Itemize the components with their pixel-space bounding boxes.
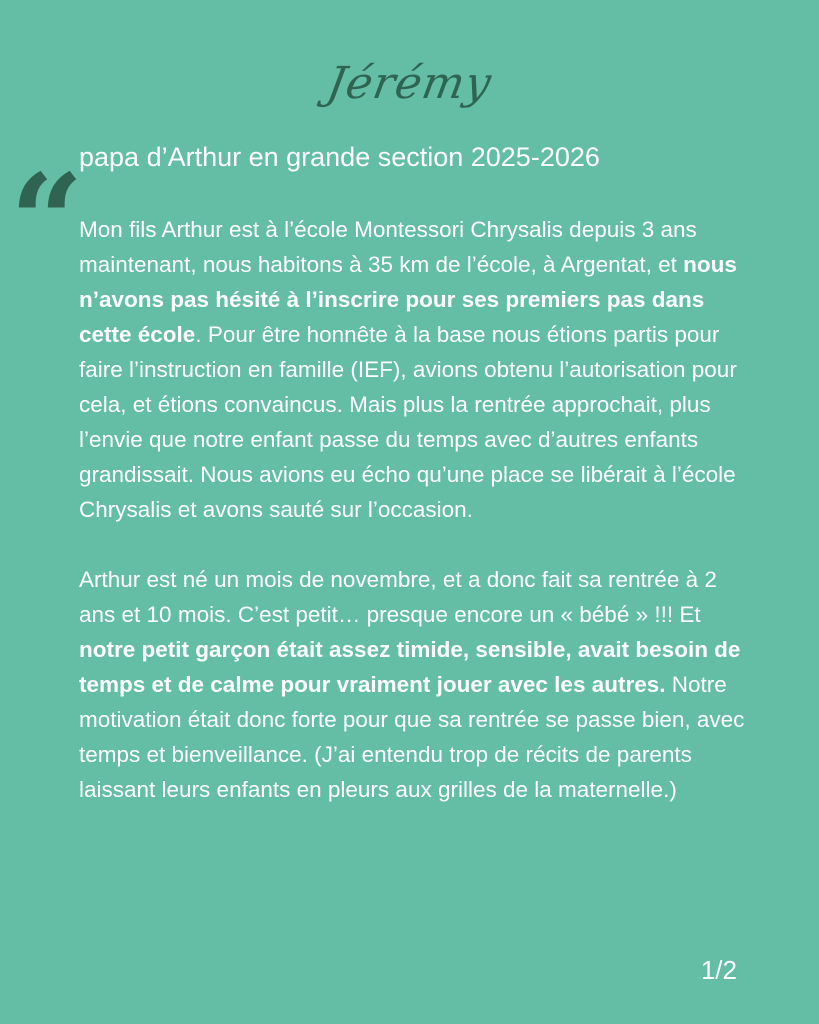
paragraph-1-text-2: . Pour être honnête à la base nous étions partis pour faire l’instruction en famille (IEF), avions obtenu l’autorisation pour cela, et étions convaincus. Mais plus la rentrée approchait, plus l’envie que notre enfant passe du temps avec d’autres enfants grandissait. Nous avions eu écho qu’une place se libérait à l’école Chrysalis et avons sauté sur l’occasion.	[79, 322, 737, 522]
subtitle: papa d’Arthur en grande section 2025-2026	[79, 142, 600, 172]
paragraph-2-text-2: Notre motivation était donc forte pour que sa rentrée se passe bien, avec temps et bienveillance. (J’ai entendu trop de récits de parents laissant leurs enfants en pleurs aux grilles de la maternelle.)	[79, 672, 745, 802]
paragraph-1	[79, 212, 759, 527]
page-number: 1/2	[700, 955, 737, 985]
paragraph-2-text-1: Arthur est né un mois de novembre, et a donc fait sa rentrée à 2 ans et 10 mois. C’est petit… presque encore un « bébé » !!! Et	[79, 567, 717, 627]
paragraph-2-bold: notre petit garçon était assez timide, sensible, avait besoin de temps et de calme pour vraiment jouer avec les autres.	[79, 637, 741, 697]
testimonial-body	[79, 212, 759, 807]
paragraph-1-text-1: Mon fils Arthur est à l’école Montessori Chrysalis depuis 3 ans maintenant, nous habitons à 35 km de l’école, à Argentat, et	[79, 217, 697, 277]
paragraph-1-bold: nous n’avons pas hésité à l’inscrire pour ses premiers pas dans cette école	[79, 252, 737, 347]
paragraph-2	[79, 562, 759, 807]
quote-mark-icon: “	[10, 147, 84, 297]
signature: Jérémy	[323, 58, 496, 109]
